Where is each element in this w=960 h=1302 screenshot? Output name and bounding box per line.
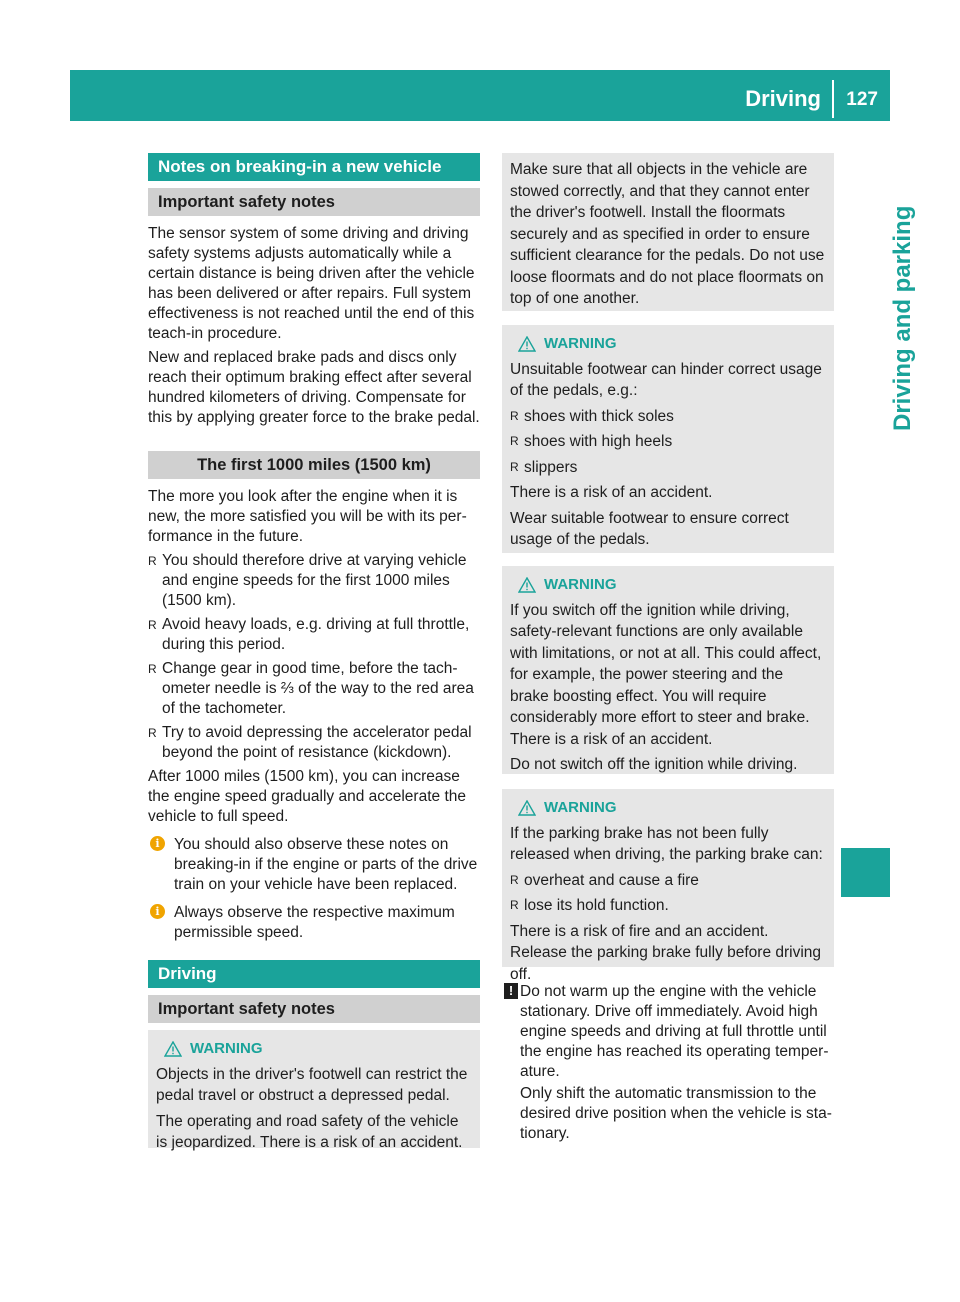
warning-header: [510, 797, 826, 819]
list-item: R Try to avoid depressing the accelerator pedal beyond the point of resistance (kickdown).: [148, 724, 472, 761]
paragraph: Wear suitable footwear to ensure correct usage of the pedals.: [510, 509, 789, 548]
bullet-r-icon: R: [148, 554, 157, 568]
first-miles-text: [148, 487, 482, 949]
warning-title: WARNING: [190, 1040, 263, 1057]
warning-box-ignition: [502, 566, 834, 774]
paragraph: New and replaced brake pads and discs only reach their optimum braking effect after several hundred kilometers of driving. Compensate for this by applying greater force to the brake pedal.: [148, 349, 480, 426]
exclamation-icon: !: [504, 983, 518, 999]
paragraph: Objects in the driver's footwell can restrict the pedal travel or obstruct a depressed pedal.: [156, 1065, 468, 1104]
info-note: i Always observe the respective maximum permissible speed.: [148, 903, 482, 943]
chapter-side-tab: [841, 121, 916, 1121]
notice-note: [502, 982, 836, 1144]
notice-block: [502, 982, 836, 1150]
warning-box-continued: [502, 153, 834, 311]
header-section-title: Driving: [745, 86, 821, 111]
warning-title: WARNING: [544, 799, 617, 816]
warning-box-footwell: [148, 1030, 480, 1151]
header-divider: [832, 80, 834, 118]
paragraph: Do not switch off the ignition while driving.: [510, 756, 798, 773]
bullet-r-icon: R: [148, 662, 157, 676]
paragraph: If the parking brake has not been fully released when driving, the parking brake can:: [510, 824, 823, 863]
warning-triangle-icon: [518, 577, 536, 593]
warning-header: [510, 574, 826, 596]
warning-triangle-icon: [518, 800, 536, 816]
chapter-label: Driving and parking: [889, 205, 916, 431]
warning-box-parking-brake: [502, 789, 834, 983]
info-icon: i: [150, 836, 165, 851]
info-note: i You should also observe these notes on breaking-in if the engine or parts of the drive train on your vehicle have been replaced.: [148, 835, 482, 895]
warning-triangle-icon: [164, 1041, 182, 1057]
paragraph: Do not warm up the engine with the vehicle stationary. Drive off immediately. Avoid high engine speeds and driving at full throttle until the engine has reached its operating temperature.: [520, 983, 829, 1080]
bullet-r-icon: R: [510, 459, 519, 474]
warning-box-footwear: [502, 325, 834, 553]
paragraph: The more you look after the engine when it is new, the more satisfied you will be with its performance in the future.: [148, 488, 467, 545]
bullet-r-icon: R: [148, 618, 157, 632]
heading-important-safety-notes-2: Important safety notes: [148, 995, 480, 1023]
warning-header: [156, 1038, 472, 1060]
paragraph: If you switch off the ignition while driving, safety-relevant functions are only available with limitations, or not at all. This could affect, for example, the power steering and the brake boosting effect. You will require considerably more effort to steer and brake. There is a risk of an accident.: [510, 601, 822, 748]
warning-title: WARNING: [544, 576, 617, 593]
bullet-r-icon: R: [510, 872, 519, 887]
breaking-in-text: [148, 224, 482, 432]
paragraph: There is a risk of fire and an accident. Release the parking brake fully before driving off.: [510, 922, 822, 983]
paragraph: Unsuitable footwear can hinder correct usage of the pedals, e.g.:: [510, 360, 822, 399]
list-item: R overheat and cause a fire: [510, 870, 826, 892]
paragraph: Only shift the automatic transmission to the desired drive position when the vehicle is stationary.: [520, 1085, 832, 1142]
heading-breaking-in: Notes on breaking-in a new vehicle: [148, 153, 480, 181]
warning-header: [510, 333, 826, 355]
list-item: R Avoid heavy loads, e.g. driving at full throttle, during this period.: [148, 616, 470, 653]
bullet-r-icon: R: [510, 434, 519, 448]
bullet-r-icon: R: [510, 408, 519, 423]
warning-title: WARNING: [544, 335, 617, 352]
list-item: R lose its hold function.: [510, 895, 826, 917]
paragraph: Make sure that all objects in the vehicle are stowed correctly, and that they cannot enter the driver's footwell. Install the floormats securely and as specified in order to ensure sufficient clearance for the pedals. Do not use loose floormats and do not place floormats on top of one another.: [510, 161, 825, 307]
list-item: R slippers: [510, 457, 826, 479]
bullet-r-icon: R: [148, 726, 157, 740]
paragraph: The operating and road safety of the vehicle is jeopardized. There is a risk of an accident.: [156, 1112, 463, 1151]
page-number: 127: [846, 89, 878, 110]
warning-triangle-icon: [518, 336, 536, 352]
list-item: R Change gear in good time, before the tachometer needle is ⅔ of the way to the red area of the tachometer.: [148, 660, 474, 717]
heading-first-1000-miles: The first 1000 miles (1500 km): [148, 451, 480, 479]
page-header: [70, 70, 890, 121]
heading-driving: Driving: [148, 960, 480, 988]
list-item: R shoes with high heels: [510, 431, 826, 453]
paragraph: There is a risk of an accident.: [510, 484, 713, 501]
bullet-r-icon: R: [510, 898, 519, 912]
chapter-marker: [841, 848, 890, 897]
list-item: R You should therefore drive at varying vehicle and engine speeds for the first 1000 miles (1500 km).: [148, 552, 467, 609]
heading-important-safety-notes-1: Important safety notes: [148, 188, 480, 216]
list-item: R shoes with thick soles: [510, 406, 826, 428]
paragraph: The sensor system of some driving and driving safety systems adjusts automatically while a certain distance is being driven after the vehicle has been delivered or after repairs. Full system effectiveness is not reached until the end of this teach-in procedure.: [148, 225, 475, 342]
paragraph: After 1000 miles (1500 km), you can increase the engine speed gradually and accelerate the vehicle to full speed.: [148, 768, 466, 825]
info-icon: i: [150, 904, 165, 919]
